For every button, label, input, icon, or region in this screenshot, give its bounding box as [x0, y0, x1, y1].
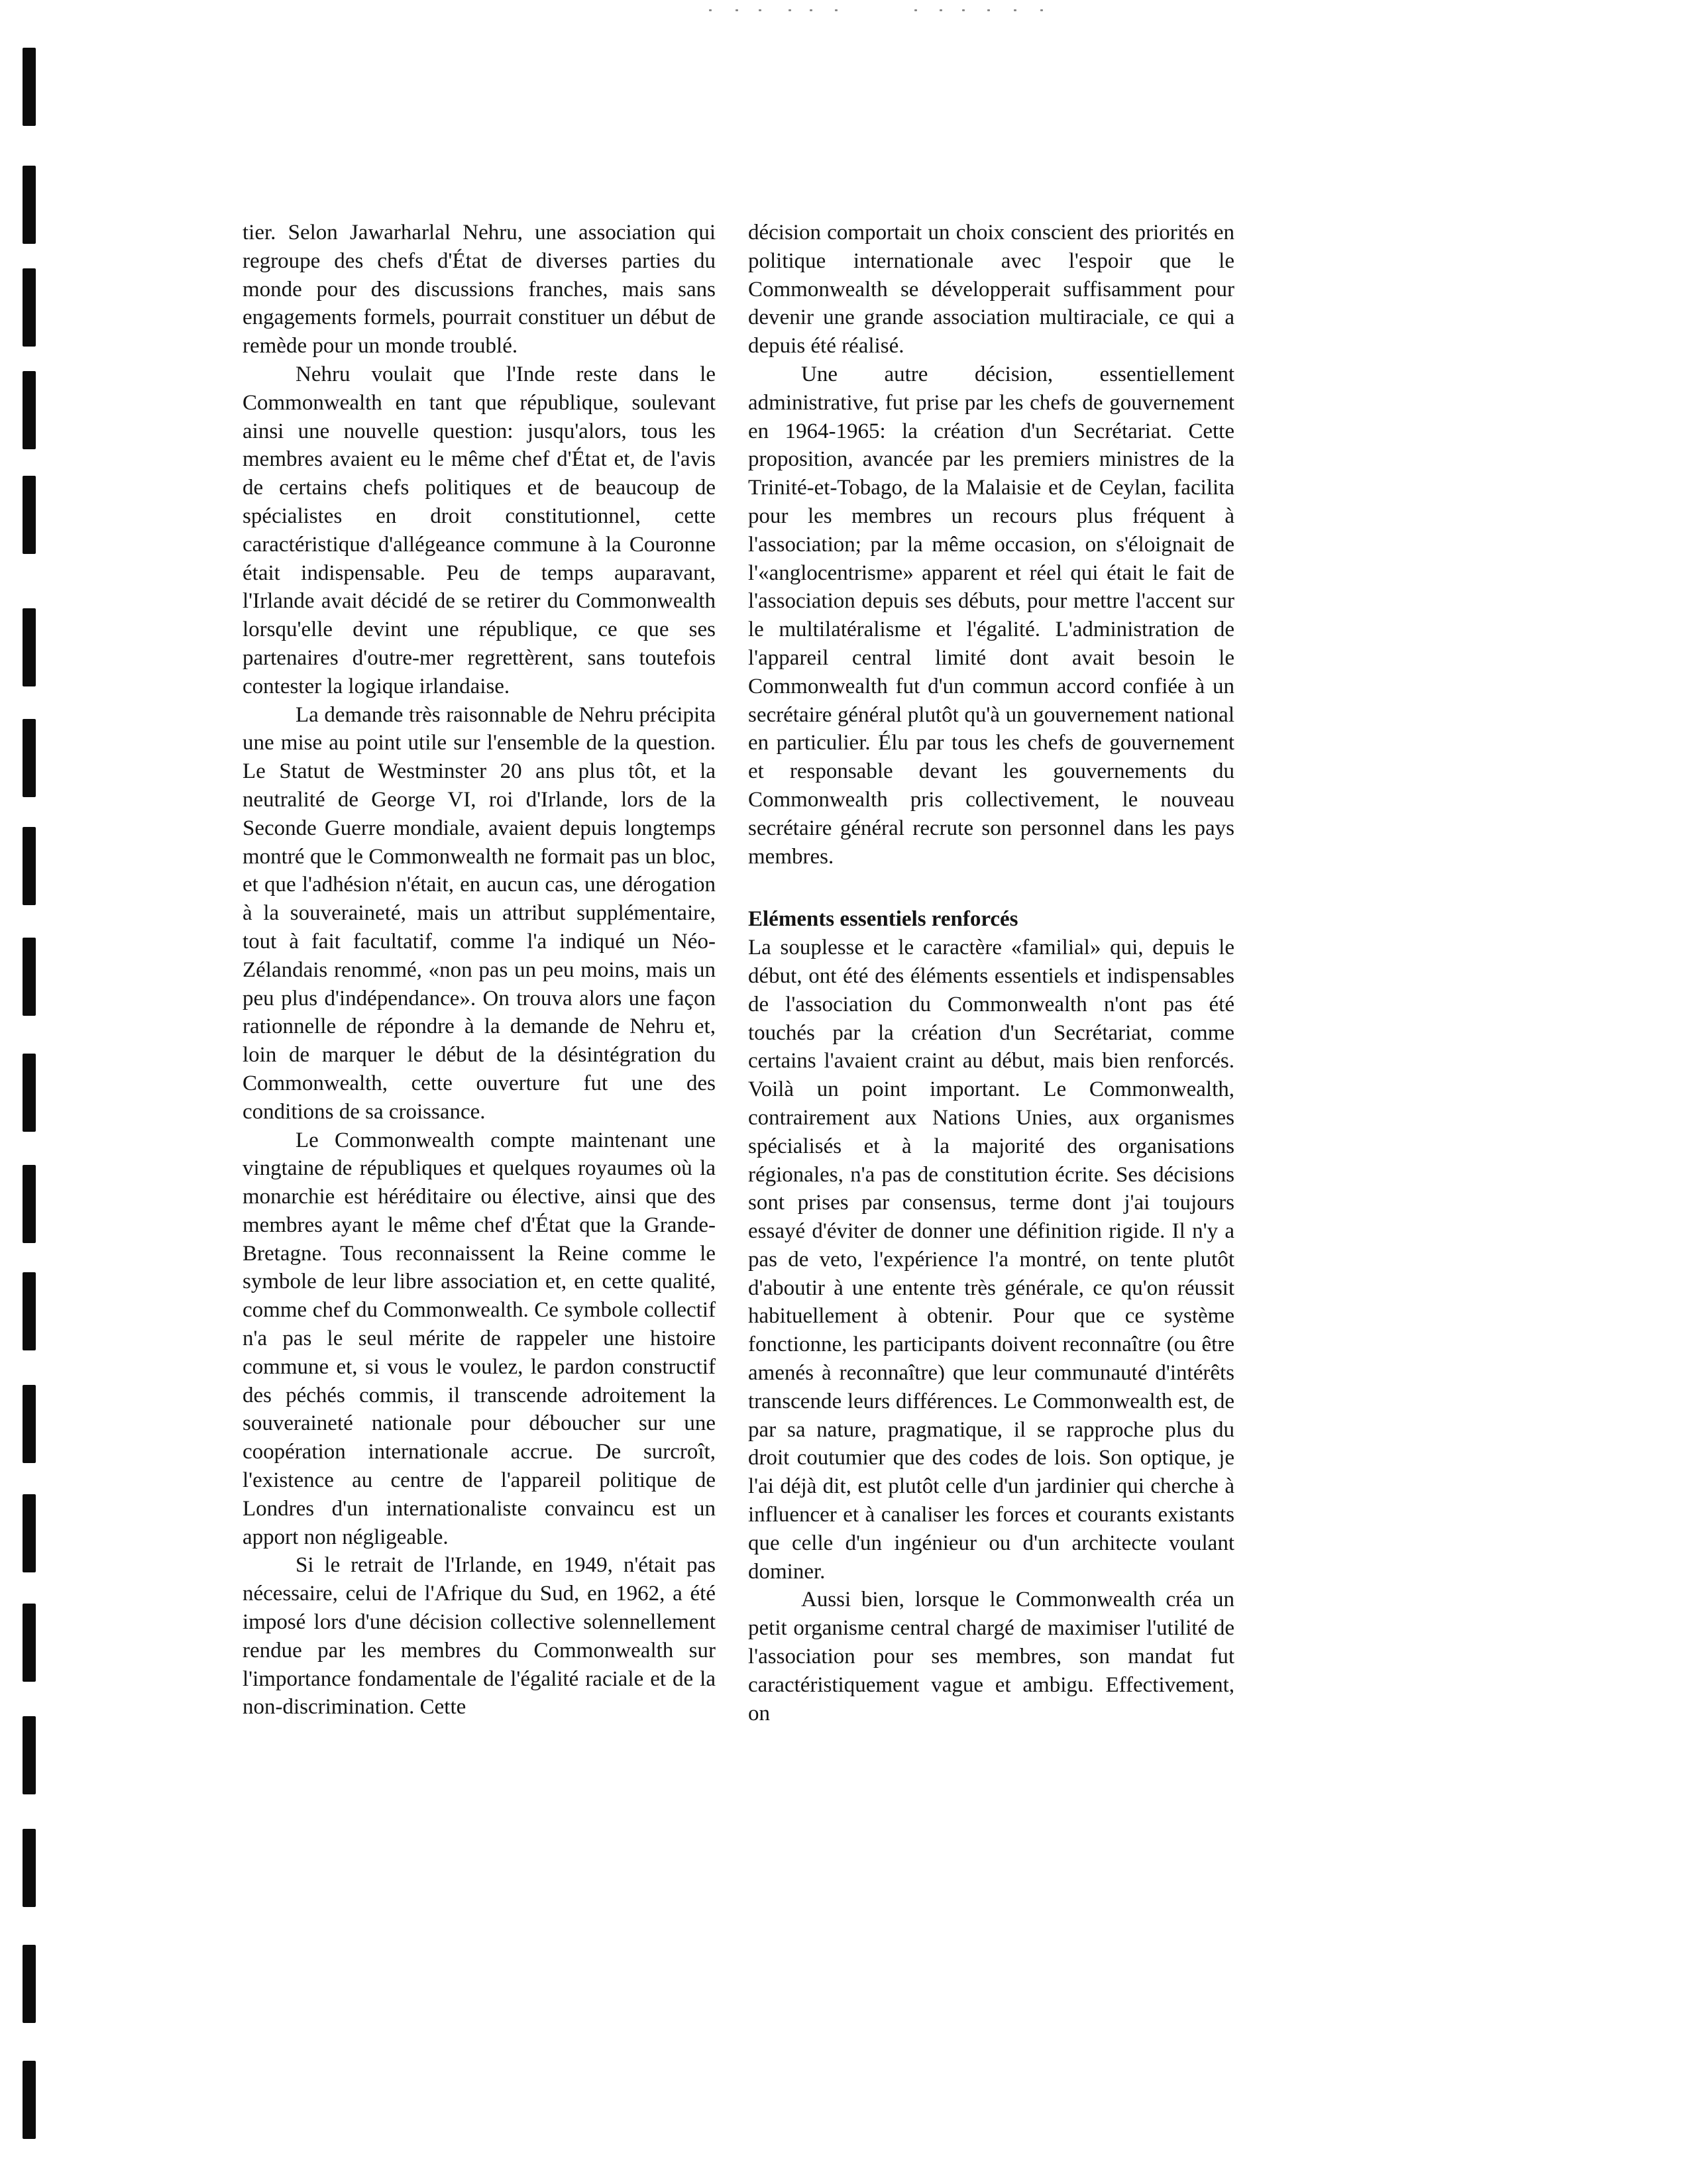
binder-mark — [23, 1494, 36, 1572]
paragraph: La souplesse et le caractère «familial» qui, depuis le début, ont été des éléments essentiels et indispensables de l'association du Commonwealth n'ont pas été touchés par la création d'un Secrétariat, comme certains l'avaient craint au début, mais bien renforcés. Voilà un point important. Le Commonwealth, contrairement aux Nations Unies, aux organismes spécialisés et à la majorité des organisations régionales, n'a pas de constitution écrite. Ses décisions sont prises par consensus, terme dont j'ai toujours essayé d'éviter de donner une définition rigide. Il n'y a pas de veto, l'expérience l'a montré, on tente plutôt d'aboutir à une entente très générale, ce qu'on réussit habituellement à obtenir. Pour que ce système fonctionne, les participants doivent reconnaître (ou être amenés à reconnaître) que leur communauté d'intérêts transcende leurs différences. Le Commonwealth est, de par sa nature, pragmatique, il se rapproche plus du droit coutumier que des codes de lois. Son optique, je l'ai déjà dit, est plutôt celle d'un jardinier qui cherche à influencer et à canaliser les forces et courants existants que celle d'un ingénieur ou d'un architecte voulant dominer. — [748, 936, 1234, 1584]
paragraph: La demande très raisonnable de Nehru précipita une mise au point utile sur l'ensemble de la question. Le Statut de Westminster 20 ans plus tôt, et la neutralité de George VI, roi d'Irlande, lors de la Seconde Guerre mondiale, avaient depuis longtemps montré que le Commonwealth ne formait pas un bloc, et que l'adhésion n'était, en aucun cas, une dérogation à la souveraineté, mais un attribut supplémentaire, tout à fait facultatif, comme l'a indiqué un Néo-Zélandais renommé, «non pas un peu moins, mais un peu plus d'indépendance». On trouva alors une façon rationnelle de répondre à la demande de Nehru et, loin de marquer le début de la désintégration du Commonwealth, cette ouverture fut une des conditions de sa croissance. — [243, 702, 716, 1124]
binder-mark — [23, 608, 36, 686]
binder-mark — [23, 1829, 36, 1907]
binder-mark — [23, 2061, 36, 2139]
section-heading: Eléments essentiels renforcés — [748, 907, 1018, 932]
binder-mark — [23, 476, 36, 554]
binder-mark — [23, 1165, 36, 1243]
paragraph: Le Commonwealth compte maintenant une vingtaine de républiques et quelques royaumes où la monarchie est héréditaire ou élective, ainsi que des membres ayant le même chef d'État que la Grande-Bretagne. Tous reconnaissent la Reine comme le symbole de leur libre association et, en cette qualité, comme chef du Commonwealth. Ce symbole collectif n'a pas le seul mérite de rappeler une histoire commune et, si vous le voulez, le pardon constructif des péchés commis, il transcende adroitement la souveraineté nationale pour déboucher sur une coopération internationale accrue. De surcroît, l'existence au centre de l'appareil politique de Londres d'un internationaliste convaincu est un apport non négligeable. — [243, 1128, 716, 1549]
binder-mark — [23, 1604, 36, 1682]
binder-mark — [23, 719, 36, 797]
binder-mark — [23, 268, 36, 347]
binder-mark — [23, 48, 36, 126]
binder-mark — [23, 1385, 36, 1463]
binder-mark — [23, 1945, 36, 2023]
paragraph: décision comportait un choix conscient des priorités en politique internationale avec l'espoir que le Commonwealth se développerait suffisamment pour devenir une grande association multiraciale, ce qui a depuis été réalisé. — [748, 221, 1234, 358]
right-text-column — [748, 219, 1234, 1727]
left-text-column — [243, 219, 716, 1721]
binder-mark — [23, 827, 36, 905]
scan-artifact-header — [696, 7, 1067, 16]
paragraph: Si le retrait de l'Irlande, en 1949, n'était pas nécessaire, celui de l'Afrique du Sud, en 1962, a été imposé lors d'une décision collective solennellement rendue par les membres du Commonwealth sur l'importance fondamentale de l'égalité raciale et de la non-discrimination. Cette — [243, 1553, 716, 1720]
binder-mark — [23, 938, 36, 1016]
binder-mark — [23, 1272, 36, 1350]
paragraph: tier. Selon Jawarharlal Nehru, une association qui regroupe des chefs d'État de diverses parties du monde pour des discussions franches, mais sans engagements formels, pourrait constituer un début de remède pour un monde troublé. — [243, 221, 716, 358]
paragraph: Nehru voulait que l'Inde reste dans le Commonwealth en tant que république, soulevant ainsi une nouvelle question: jusqu'alors, tous les membres avaient eu le même chef d'État et, de l'avis de certains chefs politiques et de beaucoup de spécialistes en droit constitutionnel, cette caractéristique d'allégeance commune à la Couronne était indispensable. Peu de temps auparavant, l'Irlande avait décidé de se retirer du Commonwealth lorsqu'elle devint une république, ce que ses partenaires d'outre-mer regrettèrent, sans toutefois contester la logique irlandaise. — [243, 362, 716, 698]
binder-mark — [23, 1716, 36, 1794]
binder-hole-marks — [19, 0, 41, 2184]
binder-mark — [23, 166, 36, 244]
binder-mark — [23, 371, 36, 449]
paragraph: Une autre décision, essentiellement administrative, fut prise par les chefs de gouvernement en 1964-1965: la création d'un Secrétariat. Cette proposition, avancée par les premiers ministres de la Trinité-et-Tobago, de la Malaisie et de Ceylan, facilita pour les membres un recours plus fréquent à l'association; par la même occasion, on s'éloignait de l'«anglocentrisme» apparent et réel qui était le fait de l'association depuis ses débuts, pour mettre l'accent sur le multilatéralisme et l'égalité. L'administration de l'appareil central limité dont avait besoin le Commonwealth fut d'un commun accord confiée à un secrétaire général plutôt qu'à un gouvernement national en particulier. Élu par tous les chefs de gouvernement et responsable devant les gouvernements du Commonwealth pris collectivement, le nouveau secrétaire général recrute son personnel dans les pays membres. — [748, 362, 1234, 869]
binder-mark — [23, 1054, 36, 1132]
paragraph: Aussi bien, lorsque le Commonwealth créa un petit organisme central chargé de maximiser l'utilité de l'association pour ses membres, son mandat fut caractéristiquement vague et ambigu. Effectivement, on — [748, 1588, 1234, 1725]
